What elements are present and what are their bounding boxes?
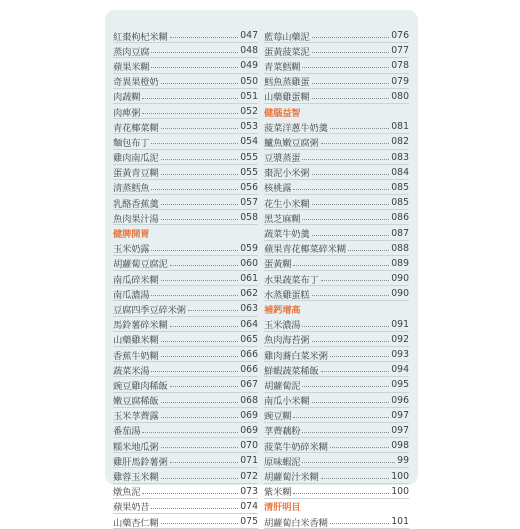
- page-number: 097: [391, 424, 409, 436]
- page-number: 054: [240, 136, 258, 148]
- page-number: 063: [240, 303, 258, 315]
- dot-leader: [330, 356, 390, 357]
- dot-leader: [142, 493, 238, 494]
- entry-title: 棗泥小米粥: [264, 168, 310, 180]
- toc-entry[interactable]: [264, 347, 409, 362]
- dot-leader: [161, 204, 239, 205]
- toc-entry[interactable]: [113, 43, 258, 58]
- entry-title: 豆腐四季豆碎米粥: [113, 304, 186, 316]
- entry-title: 蘋果米糊: [113, 61, 150, 73]
- entry-title: 南瓜碎米糊: [113, 274, 159, 286]
- toc-entry[interactable]: [113, 301, 258, 316]
- toc-entry[interactable]: [264, 332, 409, 347]
- entry-title: 豌豆雞肉稀飯: [113, 380, 168, 392]
- dot-leader: [151, 295, 238, 296]
- page-number: 059: [240, 242, 258, 254]
- entry-title: 豆漿蒸蛋: [264, 153, 301, 165]
- dot-leader: [151, 189, 238, 190]
- section-title: 補鈣增高: [264, 304, 301, 316]
- entry-title: 香蕉牛奶糊: [113, 350, 159, 362]
- entry-title: 蘋果青花椰菜碎米糊: [264, 244, 346, 256]
- page-number: 079: [391, 75, 409, 87]
- entry-title: 藍莓山藥泥: [264, 31, 310, 43]
- entry-title: 清蒸鱈魚: [113, 183, 150, 195]
- dot-leader: [312, 52, 390, 53]
- entry-title: 鮮蝦蔬菜稀飯: [264, 365, 319, 377]
- dot-leader: [170, 37, 239, 38]
- entry-title: 番茄湯: [113, 426, 141, 438]
- toc-entry[interactable]: [264, 195, 409, 210]
- toc-right-column: [264, 28, 409, 529]
- page-number: 101: [391, 516, 409, 528]
- page-number: 094: [391, 364, 409, 376]
- page-number: 051: [240, 90, 258, 102]
- page-number: 047: [240, 30, 258, 42]
- dot-leader: [170, 326, 239, 327]
- toc-entry[interactable]: [264, 286, 409, 301]
- entry-title: 乳酪香蕉羹: [113, 198, 159, 210]
- toc-entry[interactable]: [264, 423, 409, 438]
- toc-entry[interactable]: [113, 377, 258, 392]
- toc-entry[interactable]: [113, 362, 258, 377]
- dot-leader: [321, 143, 390, 144]
- page-number: 090: [391, 288, 409, 300]
- entry-title: 奇異果橙奶: [113, 77, 159, 89]
- page-number: 055: [240, 166, 258, 178]
- entry-title: 水蒸雞蛋糕: [264, 289, 310, 301]
- dot-leader: [142, 113, 238, 114]
- entry-title: 青花椰菜糊: [113, 122, 159, 134]
- dot-leader: [302, 326, 389, 327]
- page-number: 062: [240, 288, 258, 300]
- page-number: 075: [240, 516, 258, 528]
- page-number: 074: [240, 500, 258, 512]
- page-number: 093: [391, 349, 409, 361]
- page-number: 080: [391, 90, 409, 102]
- entry-title: 玉米莩薺露: [113, 411, 159, 423]
- dot-leader: [293, 189, 389, 190]
- toc-entry[interactable]: [264, 362, 409, 377]
- entry-title: 紫米糊: [264, 487, 292, 499]
- page-number: 070: [240, 440, 258, 452]
- entry-title: 莩薺藕粉: [264, 426, 301, 438]
- entry-title: 山藥雞蛋糊: [264, 92, 310, 104]
- page-number: 084: [391, 166, 409, 178]
- page-number: 049: [240, 60, 258, 72]
- page-number: 087: [391, 227, 409, 239]
- entry-title: 蒸肉豆腐: [113, 46, 150, 58]
- dot-leader: [161, 83, 239, 84]
- dot-leader: [312, 204, 390, 205]
- toc-entry[interactable]: [113, 119, 258, 134]
- entry-title: 蔬菜米湯: [113, 365, 150, 377]
- entry-title: 肉痺粥: [113, 107, 141, 119]
- dot-leader: [161, 478, 239, 479]
- toc-entry[interactable]: [264, 241, 409, 256]
- dot-leader: [188, 310, 238, 311]
- page-number: 050: [240, 75, 258, 87]
- dot-leader: [170, 386, 239, 387]
- page-number: 068: [240, 394, 258, 406]
- toc-section-heading: [264, 301, 409, 316]
- page-number: 091: [391, 318, 409, 330]
- entry-title: 山藥杏仁糊: [113, 517, 159, 529]
- dot-leader: [321, 371, 390, 372]
- toc-entry[interactable]: [264, 514, 409, 529]
- page-number: 069: [240, 409, 258, 421]
- toc-entry[interactable]: [264, 484, 409, 499]
- entry-title: 菠菜洋蔥牛奶羹: [264, 122, 328, 134]
- page-number: 048: [240, 45, 258, 57]
- dot-leader: [312, 402, 390, 403]
- entry-title: 雞肝馬鈴薯粥: [113, 456, 168, 468]
- page-number: 096: [391, 394, 409, 406]
- entry-title: 原味蝦泥: [264, 456, 301, 468]
- toc-section-heading: [264, 104, 409, 119]
- toc-entry[interactable]: [113, 453, 258, 468]
- toc-entry[interactable]: [113, 317, 258, 332]
- page-number: 057: [240, 197, 258, 209]
- toc-entry[interactable]: [264, 271, 409, 286]
- page-number: 088: [391, 242, 409, 254]
- toc-card: [105, 10, 418, 529]
- dot-leader: [151, 143, 238, 144]
- toc-entry[interactable]: [264, 256, 409, 271]
- toc-entry[interactable]: [113, 241, 258, 256]
- toc-entry[interactable]: [113, 468, 258, 483]
- dot-leader: [302, 462, 395, 463]
- dot-leader: [293, 265, 389, 266]
- dot-leader: [161, 447, 239, 448]
- toc-entry[interactable]: [264, 225, 409, 240]
- entry-title: 鱈魚蒸雞蛋: [264, 77, 310, 89]
- entry-title: 核桃露: [264, 183, 292, 195]
- page-number: 098: [391, 440, 409, 452]
- dot-leader: [330, 447, 390, 448]
- dot-leader: [142, 432, 238, 433]
- page-number: 065: [240, 333, 258, 345]
- page-number: 100: [391, 485, 409, 497]
- entry-title: 燉魚泥: [113, 487, 141, 499]
- toc-entry[interactable]: [113, 104, 258, 119]
- page-number: 100: [391, 470, 409, 482]
- entry-title: 鱸魚嫩豆腐粥: [264, 137, 319, 149]
- toc-entry[interactable]: [113, 28, 258, 43]
- entry-title: 胡蘿蔔豆腐泥: [113, 259, 168, 271]
- toc-entry[interactable]: [264, 210, 409, 225]
- toc-entry[interactable]: [264, 119, 409, 134]
- page-number: 066: [240, 349, 258, 361]
- dot-leader: [170, 265, 239, 266]
- entry-title: 花生小米糊: [264, 198, 310, 210]
- dot-leader: [302, 432, 389, 433]
- entry-title: 蔬菜牛奶羹: [264, 229, 310, 241]
- dot-leader: [312, 37, 390, 38]
- dot-leader: [151, 67, 238, 68]
- page-number: 082: [391, 136, 409, 148]
- toc-entry[interactable]: [113, 393, 258, 408]
- dot-leader: [321, 478, 390, 479]
- page-number: 077: [391, 45, 409, 57]
- dot-leader: [151, 371, 238, 372]
- toc-entry[interactable]: [113, 423, 258, 438]
- dot-leader: [151, 250, 238, 251]
- page-number: 067: [240, 379, 258, 391]
- section-title: 健脾開胃: [113, 229, 150, 241]
- dot-leader: [293, 417, 389, 418]
- dot-leader: [142, 98, 238, 99]
- toc-entry[interactable]: [264, 180, 409, 195]
- page-number: 092: [391, 333, 409, 345]
- page-number: 061: [240, 273, 258, 285]
- entry-title: 紅棗枸杞米糊: [113, 31, 168, 43]
- dot-leader: [302, 67, 389, 68]
- page-number: 055: [240, 151, 258, 163]
- entry-title: 雞肉蕎白菜米粥: [264, 350, 328, 362]
- dot-leader: [161, 417, 239, 418]
- entry-title: 雞肉南瓜泥: [113, 153, 159, 165]
- entry-title: 肉蔬糊: [113, 92, 141, 104]
- toc-entry[interactable]: [113, 347, 258, 362]
- toc-entry[interactable]: [113, 484, 258, 499]
- toc-entry[interactable]: [113, 286, 258, 301]
- toc-entry[interactable]: [264, 165, 409, 180]
- dot-leader: [348, 250, 389, 251]
- toc-entry[interactable]: [113, 150, 258, 165]
- entry-title: 水果蔬菜布丁: [264, 274, 319, 286]
- page-number: 073: [240, 485, 258, 497]
- entry-title: 魚肉海苔粥: [264, 335, 310, 347]
- page-number: 072: [240, 470, 258, 482]
- toc-entry[interactable]: [264, 377, 409, 392]
- toc-entry[interactable]: [264, 317, 409, 332]
- entry-title: 糯米地瓜粥: [113, 441, 159, 453]
- entry-title: 南瓜小米糊: [264, 396, 310, 408]
- page-number: 060: [240, 257, 258, 269]
- dot-leader: [161, 356, 239, 357]
- page-number: 99: [397, 455, 409, 467]
- toc-left-column: [113, 28, 258, 529]
- page-number: 095: [391, 379, 409, 391]
- page-number: 053: [240, 121, 258, 133]
- page-number: 083: [391, 151, 409, 163]
- dot-leader: [151, 508, 238, 509]
- toc-entry[interactable]: [113, 180, 258, 195]
- toc-entry[interactable]: [264, 43, 409, 58]
- toc-entry[interactable]: [113, 408, 258, 423]
- dot-leader: [312, 83, 390, 84]
- page-number: 090: [391, 273, 409, 285]
- entry-title: 雞蓉玉米糊: [113, 472, 159, 484]
- entry-title: 魚肉果汁湯: [113, 213, 159, 225]
- toc-entry[interactable]: [264, 89, 409, 104]
- toc-entry[interactable]: [113, 165, 258, 180]
- toc-entry[interactable]: [113, 89, 258, 104]
- dot-leader: [330, 523, 390, 524]
- toc-entry[interactable]: [113, 256, 258, 271]
- dot-leader: [312, 235, 390, 236]
- dot-leader: [321, 280, 390, 281]
- toc-entry[interactable]: [264, 134, 409, 149]
- dot-leader: [312, 295, 390, 296]
- dot-leader: [161, 174, 239, 175]
- toc-entry[interactable]: [113, 210, 258, 225]
- toc-entry[interactable]: [113, 438, 258, 453]
- page-number: 078: [391, 60, 409, 72]
- toc-section-heading: [113, 225, 258, 240]
- toc-entry[interactable]: [113, 58, 258, 73]
- entry-title: 青菜鱈糊: [264, 61, 301, 73]
- dot-leader: [302, 159, 389, 160]
- section-title: 清肝明目: [264, 502, 301, 514]
- page-number: 058: [240, 212, 258, 224]
- page-number: 052: [240, 106, 258, 118]
- page-number: 064: [240, 318, 258, 330]
- page-number: 089: [391, 257, 409, 269]
- toc-entry[interactable]: [264, 453, 409, 468]
- page-number: 056: [240, 181, 258, 193]
- entry-title: 胡蘿蔔汁米糊: [264, 472, 319, 484]
- dot-leader: [151, 52, 238, 53]
- toc-entry[interactable]: [264, 150, 409, 165]
- toc-entry[interactable]: [113, 332, 258, 347]
- page-number: 081: [391, 121, 409, 133]
- entry-title: 蛋黃青豆糊: [113, 168, 159, 180]
- entry-title: 菠菜牛奶碎米糊: [264, 441, 328, 453]
- entry-title: 山藥雞米糊: [113, 335, 159, 347]
- page-number: 066: [240, 364, 258, 376]
- entry-title: 胡蘿蔔白米香糊: [264, 517, 328, 529]
- toc-entry[interactable]: [113, 195, 258, 210]
- toc-entry[interactable]: [113, 499, 258, 514]
- toc-entry[interactable]: [113, 74, 258, 89]
- dot-leader: [161, 280, 239, 281]
- toc-entry[interactable]: [264, 58, 409, 73]
- dot-leader: [312, 174, 390, 175]
- toc-entry[interactable]: [264, 74, 409, 89]
- section-title: 健腦益智: [264, 107, 301, 119]
- toc-entry[interactable]: [113, 134, 258, 149]
- dot-leader: [161, 402, 239, 403]
- dot-leader: [161, 523, 239, 524]
- dot-leader: [312, 341, 390, 342]
- dot-leader: [161, 159, 239, 160]
- entry-title: 豌豆糊: [264, 411, 292, 423]
- toc-section-heading: [264, 499, 409, 514]
- toc-entry[interactable]: [264, 28, 409, 43]
- dot-leader: [161, 128, 239, 129]
- toc-entry[interactable]: [264, 468, 409, 483]
- entry-title: 麵包布丁: [113, 137, 150, 149]
- page-number: 069: [240, 424, 258, 436]
- page-number: 097: [391, 409, 409, 421]
- page-number: 086: [391, 212, 409, 224]
- dot-leader: [161, 341, 239, 342]
- toc-entry[interactable]: [113, 514, 258, 529]
- dot-leader: [330, 128, 390, 129]
- entry-title: 嫩豆腐稀飯: [113, 396, 159, 408]
- page-number: 085: [391, 181, 409, 193]
- entry-title: 黑芝麻糊: [264, 213, 301, 225]
- page-number: 085: [391, 197, 409, 209]
- entry-title: 玉米濃湯: [264, 320, 301, 332]
- dot-leader: [302, 386, 389, 387]
- toc-entry[interactable]: [113, 271, 258, 286]
- dot-leader: [161, 219, 239, 220]
- toc-entry[interactable]: [264, 408, 409, 423]
- dot-leader: [302, 219, 389, 220]
- toc-entry[interactable]: [264, 393, 409, 408]
- dot-leader: [293, 493, 389, 494]
- entry-title: 蛋黃糊: [264, 259, 292, 271]
- page-number: 076: [391, 30, 409, 42]
- toc-entry[interactable]: [264, 438, 409, 453]
- dot-leader: [170, 462, 239, 463]
- entry-title: 胡蘿蔔泥: [264, 380, 301, 392]
- dot-leader: [312, 98, 390, 99]
- page-number: 071: [240, 455, 258, 467]
- entry-title: 南瓜濃湯: [113, 289, 150, 301]
- entry-title: 蛋黃菠菜泥: [264, 46, 310, 58]
- entry-title: 玉米奶露: [113, 244, 150, 256]
- entry-title: 馬鈴薯碎米糊: [113, 320, 168, 332]
- entry-title: 蘋果奶昔: [113, 502, 150, 514]
